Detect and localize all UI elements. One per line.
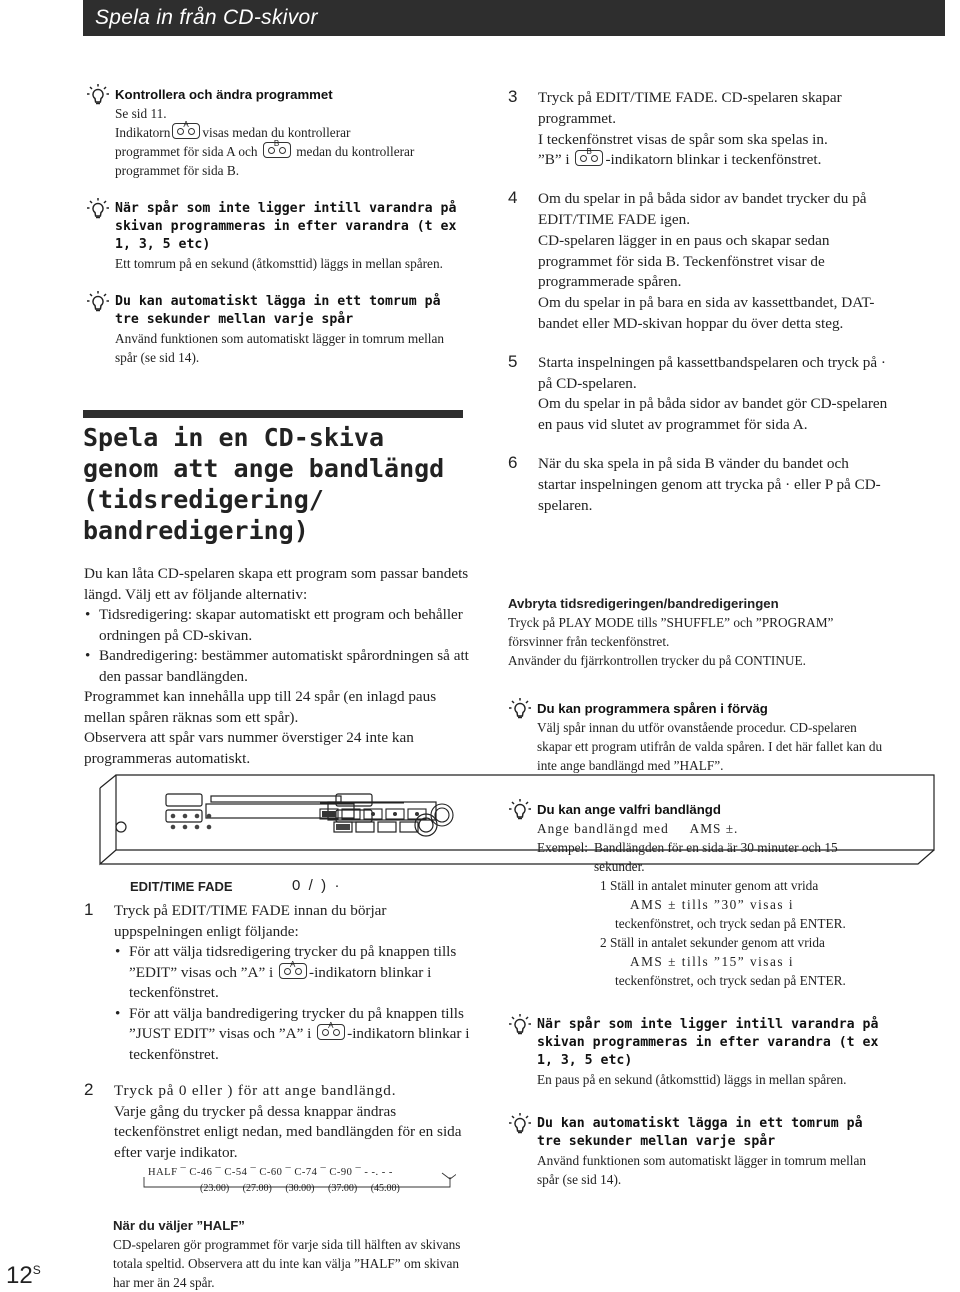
tip-title: Kontrollera och ändra programmet (115, 87, 333, 102)
step-text: Tryck på 0 eller ) för att ange bandlängd. (114, 1082, 397, 1099)
tip-text: Indikatorn A visas medan du kontrollerar (115, 120, 351, 140)
tip-custom-length (508, 801, 888, 990)
step-5 (508, 353, 888, 436)
tape-b-indicator-icon: B (263, 142, 291, 158)
tip-title: När spår som inte ligger intill varandra på skivan programmeras in efter varandra (t ex 1, 3, 5 etc) (115, 201, 457, 252)
step-text: I teckenfönstret visas de spår som ska spelas in. (538, 130, 828, 148)
example-block (537, 838, 888, 990)
step-text: Varje gång du trycker på dessa knappar ändras teckenfönstret enligt nedan, med bandlängden för en sida efter varje indikator. (114, 1102, 462, 1161)
step-text: Tryck på EDIT/TIME FADE. CD-spelaren skapar programmet. (538, 89, 842, 127)
tip-auto-space-right (508, 1115, 888, 1189)
example-step: teckenfönstret, och tryck sedan på ENTER. (615, 916, 846, 931)
page-number: $12^S$ (6, 1262, 41, 1289)
step-4 (508, 189, 888, 335)
intro-paragraph: Programmet kan innehålla upp till 24 spår (en inlagd paus mellan spåren räknas som ett spår). (84, 688, 437, 726)
sequence-item: C-54 (224, 1167, 248, 1178)
tip-text: Ett tomrum på en sekund (åtkomsttid) läggs in mellan spåren. (115, 256, 443, 271)
step-text: När du ska spela in på sida B vänder du bandet och startar inspelningen genom att trycka på · eller P på CD-spelaren. (538, 454, 881, 514)
example-step: AMS ± tills ”15” visas i (630, 954, 795, 969)
step-number: 5 (508, 351, 518, 371)
example-step: 1 Ställ in antalet minuter genom att vrida (600, 878, 819, 893)
step-text: Om du spelar in på bara en sida av kassettbandet, DAT-bandet eller MD-skivan hoppar du över detta steg. (538, 294, 875, 332)
tip-auto-space (86, 293, 466, 367)
step-number: 2 (84, 1080, 94, 1099)
section-title: Spela in en CD-skiva genom att ange bandlängd (tidsredigering/ bandredigering) (83, 423, 445, 545)
intro-paragraph: Du kan låta CD-spelaren skapa ett program som passar bandets längd. Välj ett av följande alternativ: (84, 565, 469, 603)
lightbulb-icon (86, 83, 110, 107)
callout-buttons: 0 / ) · (292, 877, 340, 894)
lightbulb-icon (508, 798, 532, 822)
tip-text: Använd funktionen som automatiskt lägger in tomrum mellan spår (se sid 14). (115, 331, 445, 365)
lightbulb-icon (86, 290, 110, 314)
cancel-text: Använder du fjärrkontrollen trycker du på CONTINUE. (508, 653, 806, 668)
step-text: Om du spelar in på båda sidor av bandet trycker du på EDIT/TIME FADE igen. (538, 190, 867, 228)
cancel-text: Tryck på PLAY MODE tills ”SHUFFLE” och ”PROGRAM” försvinner från teckenfönstret. (508, 615, 834, 649)
sequence-time: (27.00) (242, 1183, 272, 1194)
tape-a-indicator-icon: A (172, 123, 200, 139)
left-tips (86, 86, 466, 387)
tip-text: En paus på en sekund (åtkomsttid) läggs in mellan spåren. (537, 1072, 847, 1087)
step-option: • För att välja bandredigering trycker du på knappen tills ”JUST EDIT” visas och ”A” i A -indikatorn blinkar i teckenfönstret. (114, 1004, 474, 1066)
tip-non-adjacent (86, 200, 466, 273)
sequence-item: C-46 (189, 1167, 213, 1178)
intro-paragraph: Observera att spår vars nummer överstiger 24 inte kan programmeras automatiskt. (84, 729, 414, 767)
example-step: 2 Ställ in antalet sekunder genom att vrida (600, 935, 825, 950)
sequence-item: HALF (148, 1167, 178, 1178)
page-header (83, 0, 945, 36)
section-rule (83, 410, 463, 418)
example-step: teckenfönstret, och tryck sedan på ENTER. (615, 973, 846, 988)
tip-title: Du kan programmera spåren i förväg (537, 701, 768, 716)
tip-text: Använd funktionen som automatiskt lägger in tomrum mellan spår (se sid 14). (537, 1153, 867, 1187)
sequence-item: - -. - - (364, 1167, 393, 1178)
tip-title: Du kan automatiskt lägga in ett tomrum på tre sekunder mellan varje spår (115, 294, 441, 327)
tip-text: Ange bandlängd med AMS ±. (537, 821, 739, 836)
sequence-items: HALF ¯ C-46 ¯ C-54 ¯ C-60 ¯ C-74 ¯ C-90 ¯ - -. - - (148, 1167, 393, 1178)
step-options (114, 942, 474, 1065)
tip-text: Välj spår innan du utför ovanstående procedur. CD-spelaren skapar ett program utifrån de valda spåren. I det här fallet kan du inte ange bandlängd med ”HALF”. (537, 720, 883, 773)
tape-b-indicator-icon: B (575, 150, 603, 166)
option-item: • Bandredigering: bestämmer automatiskt spårordningen så att den passar bandlängden. (84, 646, 470, 687)
sequence-times (200, 1183, 400, 1194)
cancel-section (508, 595, 888, 670)
sequence-time: (37.00) (328, 1183, 358, 1194)
section-intro (84, 564, 470, 769)
step-number: 1 (84, 900, 94, 919)
example-text: Bandlängden för en sida är 30 minuter och 15 sekunder. (594, 840, 838, 874)
tip-program-ahead (508, 700, 888, 775)
sequence-item: C-74 (294, 1167, 318, 1178)
step-text: ”B” i B -indikatorn blinkar i teckenfönstret. (538, 147, 822, 169)
lightbulb-icon (508, 697, 532, 721)
sequence-time: (45.00) (370, 1183, 400, 1194)
half-note (113, 1217, 465, 1292)
tip-check-program (86, 86, 466, 180)
tip-title: När spår som inte ligger intill varandra på skivan programmeras in efter varandra (t ex 1, 3, 5 etc) (537, 1017, 879, 1068)
tape-a-indicator-icon: A (279, 963, 307, 979)
length-sequence (140, 1165, 456, 1201)
tape-a-indicator-icon: A (317, 1024, 345, 1040)
step-3 (508, 88, 888, 171)
step-6 (508, 454, 888, 516)
tip-text: programmet för sida B. (115, 163, 240, 178)
sequence-time: (23.00) (200, 1183, 230, 1194)
sequence-time: (30.00) (285, 1183, 315, 1194)
lightbulb-icon (508, 1112, 532, 1136)
step-option: • För att välja tidsredigering trycker du på knappen tills ”EDIT” visas och ”A” i A -indikatorn blinkar i teckenfönstret. (114, 942, 474, 1004)
right-tips (508, 700, 888, 1209)
sequence-item: C-90 (329, 1167, 353, 1178)
page-title: Spela in från CD-skivor (95, 6, 318, 29)
tip-non-adjacent-right (508, 1016, 888, 1089)
option-list (84, 605, 470, 687)
sequence-item: C-60 (259, 1167, 283, 1178)
example-label: Exempel: (537, 840, 588, 855)
half-note-text: CD-spelaren gör programmet för varje sida till hälften av skivans totala speltid. Observera att du inte kan välja ”HALF” om skivan har mer än 24 spår. (113, 1237, 461, 1290)
example-step: AMS ± tills ”30” visas i (630, 897, 795, 912)
steps-right (508, 88, 888, 534)
step-number: 3 (508, 87, 518, 106)
steps-left (84, 901, 474, 1163)
step-2 (84, 1081, 474, 1163)
step-1 (84, 901, 474, 1065)
step-number: 6 (508, 452, 518, 472)
half-note-title: När du väljer ”HALF” (113, 1218, 245, 1233)
tip-title: Du kan ange valfri bandlängd (537, 802, 721, 817)
step-number: 4 (508, 188, 518, 208)
lightbulb-icon (508, 1013, 532, 1037)
step-text: Om du spelar in på båda sidor av bandet gör CD-spelaren en paus vid slutet av programmet för sida A. (538, 395, 888, 434)
callout-edit-time-fade: EDIT/TIME FADE (130, 879, 233, 894)
tip-title: Du kan automatiskt lägga in ett tomrum på tre sekunder mellan varje spår (537, 1116, 863, 1149)
cancel-title: Avbryta tidsredigeringen/bandredigeringen (508, 596, 779, 611)
tip-text: Se sid 11. (115, 106, 167, 121)
step-text: Tryck på EDIT/TIME FADE innan du börjar uppspelningen enligt följande: (114, 902, 387, 940)
tip-text: programmet för sida A och B medan du kontrollerar (115, 139, 415, 159)
step-text: CD-spelaren lägger in en paus och skapar sedan programmet för sida B. Teckenfönstret visar de programmerade spåren. (538, 231, 830, 291)
lightbulb-icon (86, 197, 110, 221)
step-text: Starta inspelningen på kassettbandspelaren och tryck på · på CD-spelaren. (538, 353, 886, 392)
option-item: • Tidsredigering: skapar automatiskt ett program och behåller ordningen på CD-skivan. (84, 605, 470, 646)
